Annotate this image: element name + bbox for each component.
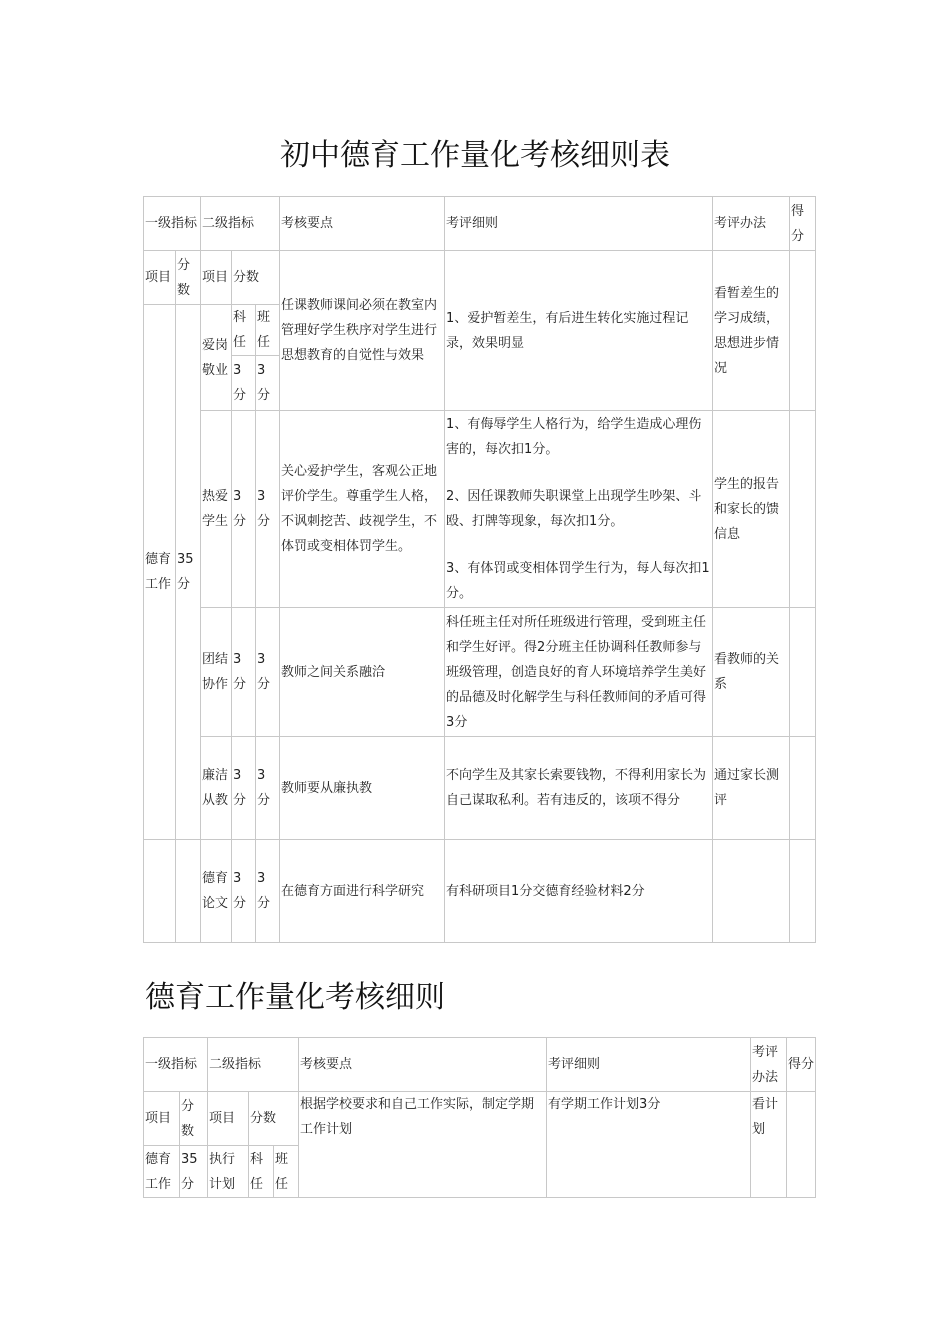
subheader-class-teacher: 班任 <box>256 305 280 356</box>
subheader-subject-teacher: 科任 <box>232 305 256 356</box>
row-score <box>790 608 816 737</box>
row-item: 爱岗敬业 <box>201 305 232 411</box>
row-subject-points: 3分 <box>232 737 256 840</box>
category-name: 德育工作 <box>144 1146 180 1198</box>
row-subject-points: 3分 <box>232 411 256 608</box>
row-score <box>790 840 816 943</box>
subheader-item: 项目 <box>144 1092 180 1146</box>
row-class-points: 3分 <box>256 840 280 943</box>
row-method: 看暂差生的学习成绩，思想进步情况 <box>713 251 790 411</box>
header-key-points: 考核要点 <box>299 1038 547 1092</box>
row-method: 看教师的关系 <box>713 608 790 737</box>
assessment-table-2 <box>143 1037 816 1198</box>
empty-cell <box>144 840 176 943</box>
header-score: 得分 <box>790 197 816 251</box>
category-points: 35分 <box>180 1146 208 1198</box>
row-details: 1、爱护暂差生，有后进生转化实施过程记录，效果明显 <box>445 251 713 411</box>
subheader-points: 分数 <box>176 251 201 305</box>
row-method <box>713 840 790 943</box>
subheader-class-teacher: 班任 <box>274 1146 299 1198</box>
row-item: 热爱学生 <box>201 411 232 608</box>
detail-line: 3、有体罚或变相体罚学生行为，每人每次扣1分。 <box>446 561 710 601</box>
detail-line: 2、因任课教师失职课堂上出现学生吵架、斗殴、打牌等现象，每次扣1分。 <box>446 489 702 529</box>
header-score: 得分 <box>787 1038 816 1092</box>
header-level2: 二级指标 <box>201 197 280 251</box>
row-key-points: 在德育方面进行科学研究 <box>280 840 445 943</box>
row-item: 德育论文 <box>201 840 232 943</box>
row-item: 廉洁从教 <box>201 737 232 840</box>
row-score <box>790 411 816 608</box>
subheader-points2: 分数 <box>232 251 280 305</box>
assessment-table-1 <box>143 196 816 943</box>
row-key-points: 教师之间关系融洽 <box>280 608 445 737</box>
row-key-points: 关心爱护学生，客观公正地评价学生。尊重学生人格，不讽刺挖苦、歧视学生，不体罚或变相体罚学生。 <box>280 411 445 608</box>
section-title: 德育工作量化考核细则 <box>145 980 445 1015</box>
header-level1: 一级指标 <box>144 1038 208 1092</box>
row-subject-points: 3分 <box>232 608 256 737</box>
header-key-points: 考核要点 <box>280 197 445 251</box>
row-score <box>790 737 816 840</box>
category-name: 德育工作 <box>144 305 176 840</box>
category-points: 35分 <box>176 305 201 840</box>
document-title: 初中德育工作量化考核细则表 <box>280 138 670 173</box>
header-level2: 二级指标 <box>208 1038 299 1092</box>
row-subject-points: 3分 <box>232 356 256 411</box>
row-class-points: 3分 <box>256 608 280 737</box>
row-item: 团结协作 <box>201 608 232 737</box>
row-class-points: 3分 <box>256 411 280 608</box>
header-level1: 一级指标 <box>144 197 201 251</box>
row-subject-points: 3分 <box>232 840 256 943</box>
row-item: 执行计划 <box>208 1146 249 1198</box>
row-method: 学生的报告和家长的馈信息 <box>713 411 790 608</box>
row-key-points: 任课教师课间必须在教室内管理好学生秩序对学生进行思想教育的自觉性与效果 <box>280 251 445 411</box>
header-method: 考评办法 <box>751 1038 787 1092</box>
header-method: 考评办法 <box>713 197 790 251</box>
row-key-points: 根据学校要求和自己工作实际，制定学期工作计划 <box>299 1092 547 1198</box>
row-class-points: 3分 <box>256 737 280 840</box>
subheader-points: 分数 <box>180 1092 208 1146</box>
subheader-subject-teacher: 科任 <box>249 1146 274 1198</box>
row-score <box>790 251 816 411</box>
subheader-item: 项目 <box>144 251 176 305</box>
row-details: 有科研项目1分交德育经验材料2分 <box>445 840 713 943</box>
row-class-points: 3分 <box>256 356 280 411</box>
row-details: 科任班主任对所任班级进行管理，受到班主任和学生好评。得2分班主任协调科任教师参与班级管理，创造良好的育人环境培养学生美好的品德及时化解学生与科任教师间的矛盾可得3分 <box>445 608 713 737</box>
empty-cell <box>176 840 201 943</box>
subheader-item2: 项目 <box>201 251 232 305</box>
row-method: 通过家长测评 <box>713 737 790 840</box>
detail-line: 1、有侮辱学生人格行为，给学生造成心理伤害的，每次扣1分。 <box>446 417 702 457</box>
row-details <box>445 411 713 608</box>
row-details: 不向学生及其家长索要钱物，不得利用家长为自己谋取私利。若有违反的，该项不得分 <box>445 737 713 840</box>
row-details: 有学期工作计划3分 <box>547 1092 751 1198</box>
row-method: 看计划 <box>751 1092 787 1198</box>
header-details: 考评细则 <box>445 197 713 251</box>
subheader-item2: 项目 <box>208 1092 249 1146</box>
row-score <box>787 1092 816 1198</box>
row-key-points: 教师要从廉执教 <box>280 737 445 840</box>
header-details: 考评细则 <box>547 1038 751 1092</box>
subheader-points2: 分数 <box>249 1092 299 1146</box>
